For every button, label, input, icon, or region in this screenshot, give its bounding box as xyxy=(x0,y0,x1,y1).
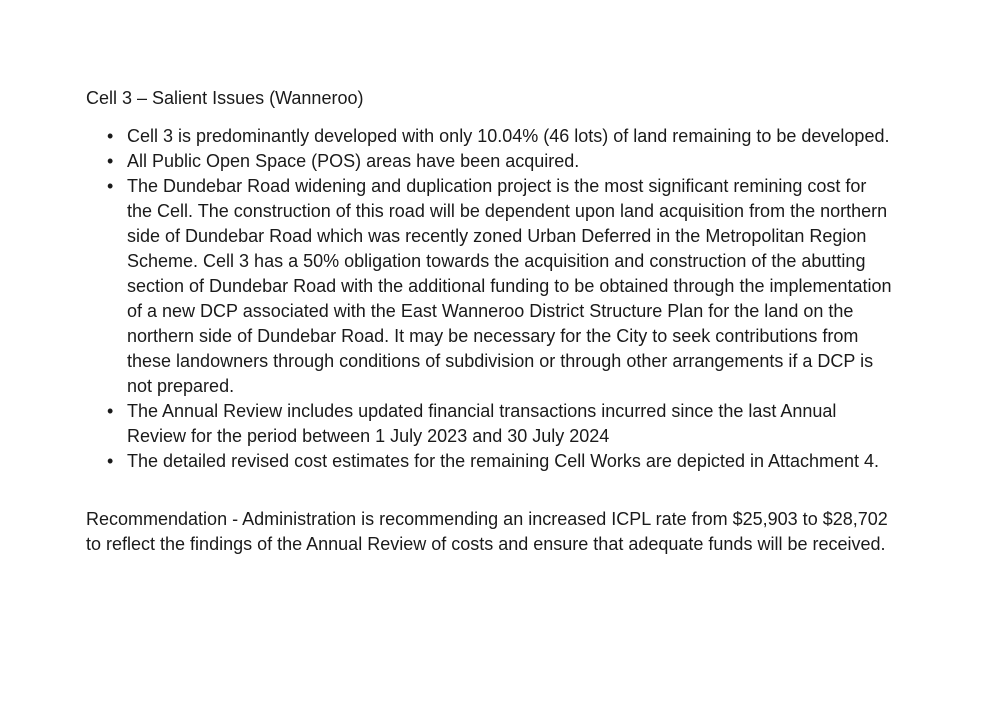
list-item xyxy=(86,149,892,174)
list-item xyxy=(86,399,892,449)
list-item-text: The Annual Review includes updated financial transactions incurred since the last Annual Review for the period between 1 July 2023 and 30 July 2024 xyxy=(127,401,837,446)
bullet-icon: • xyxy=(107,126,114,146)
list-item-text: Cell 3 is predominantly developed with only 10.04% (46 lots) of land remaining to be developed. xyxy=(127,126,890,146)
salient-issues-list xyxy=(86,124,892,474)
list-item-text: The detailed revised cost estimates for the remaining Cell Works are depicted in Attachment 4. xyxy=(127,451,880,471)
list-item xyxy=(86,174,892,399)
recommendation-paragraph: Recommendation - Administration is recommending an increased ICPL rate from $25,903 to $28,702 to reflect the findings of the Annual Review of costs and ensure that adequate funds will be received. xyxy=(86,509,888,554)
bullet-icon: • xyxy=(107,451,114,471)
list-item-text: All Public Open Space (POS) areas have been acquired. xyxy=(127,151,580,171)
bullet-icon: • xyxy=(107,176,114,196)
bullet-icon: • xyxy=(107,151,114,171)
list-item-text: The Dundebar Road widening and duplication project is the most significant remining cost for the Cell. The construction of this road will be dependent upon land acquisition from the northern side of Dundebar Road which was recently zoned Urban Deferred in the Metropolitan Region Scheme. Cell 3 has a 50% obligation towards the acquisition and construction of the abutting section of Dundebar Road with the additional funding to be obtained through the implementation of a new DCP associated with the East Wanneroo District Structure Plan for the land on the northern side of Dundebar Road. It may be necessary for the City to seek contributions from these landowners through conditions of subdivision or through other arrangements if a DCP is not prepared. xyxy=(127,176,892,396)
bullet-icon: • xyxy=(107,401,114,421)
list-item xyxy=(86,449,892,474)
list-item xyxy=(86,124,892,149)
page-title: Cell 3 – Salient Issues (Wanneroo) xyxy=(86,88,364,108)
